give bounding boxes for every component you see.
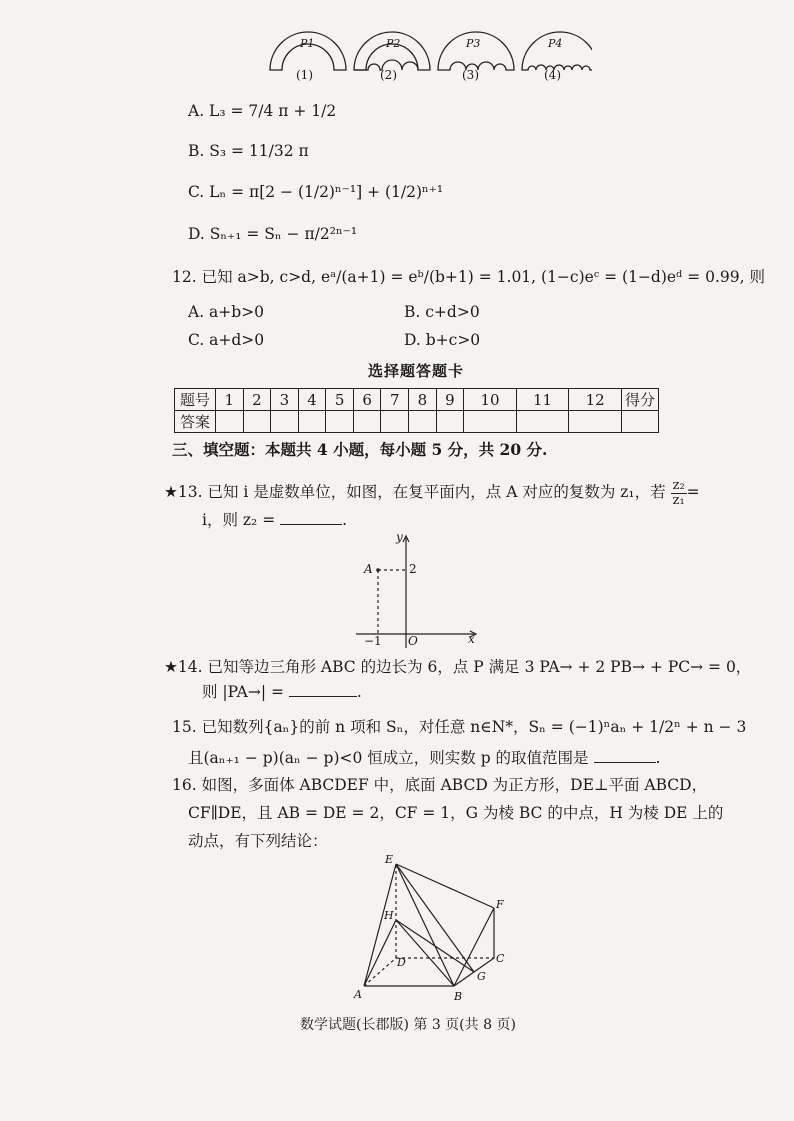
q14-line-2: 则 |PA→| = . bbox=[202, 683, 362, 701]
figure-caption-2: (2) bbox=[380, 68, 397, 82]
answer-card-number: 9 bbox=[436, 389, 464, 411]
solid-label-f: F bbox=[496, 898, 504, 911]
q11-option-b: B. S₃ = 11/32 π bbox=[188, 142, 309, 160]
q13-fraction: $\frac{\text{z₂}}{\text{z₁}}$ bbox=[672, 478, 685, 508]
q11-option-a: A. L₃ = 7/4 π + 1/2 bbox=[188, 102, 337, 120]
graph-x-axis-label: x bbox=[468, 632, 475, 646]
answer-cell[interactable] bbox=[353, 411, 381, 433]
q12-option-c: C. a+d>0 bbox=[188, 331, 265, 349]
q13-line-2: i，则 z₂ = . bbox=[202, 511, 348, 529]
score-cell[interactable] bbox=[622, 411, 659, 433]
page-footer: 数学试题(长郡版) 第 3 页(共 8 页) bbox=[300, 1017, 516, 1033]
graph-point-a-label: A bbox=[364, 562, 373, 576]
answer-cell[interactable] bbox=[326, 411, 354, 433]
answer-cell[interactable] bbox=[409, 411, 437, 433]
answer-cell[interactable] bbox=[216, 411, 244, 433]
answer-cell[interactable] bbox=[436, 411, 464, 433]
answer-card-table bbox=[174, 388, 659, 433]
q16-line-2: CF∥DE，且 AB = DE = 2，CF = 1，G 为棱 BC 的中点，H 为棱 DE 上的 bbox=[188, 804, 724, 822]
section-3-header: 三、填空题：本题共 4 小题，每小题 5 分，共 20 分. bbox=[172, 440, 548, 459]
answer-card-title: 选择题答题卡 bbox=[368, 362, 465, 380]
answer-card-score-label: 得分 bbox=[622, 389, 659, 411]
figure-caption-1: (1) bbox=[296, 68, 313, 82]
q14-line-1: ★14. 已知等边三角形 ABC 的边长为 6，点 P 满足 3 PA→ + 2 PB→ + PC→ = 0， bbox=[164, 658, 752, 676]
answer-card-number: 10 bbox=[464, 389, 517, 411]
q12-option-b: B. c+d>0 bbox=[404, 303, 480, 321]
q16-line-1: 16. 如图，多面体 ABCDEF 中，底面 ABCD 为正方形，DE⊥平面 ABCD， bbox=[172, 776, 708, 794]
answer-cell[interactable] bbox=[516, 411, 569, 433]
q14-answer-blank[interactable] bbox=[289, 696, 357, 697]
region-label-p3: P3 bbox=[466, 37, 481, 50]
solid-label-b: B bbox=[454, 990, 463, 1003]
answer-cell[interactable] bbox=[464, 411, 517, 433]
answer-card-row-label-number: 题号 bbox=[175, 389, 216, 411]
q15-line-1: 15. 已知数列{aₙ}的前 n 项和 Sₙ，对任意 n∈N*，Sₙ = (−1)ⁿaₙ + 1/2ⁿ + n − 3 bbox=[172, 718, 747, 736]
answer-card-number: 4 bbox=[298, 389, 326, 411]
answer-card-number: 12 bbox=[569, 389, 622, 411]
answer-card-number: 3 bbox=[271, 389, 299, 411]
q12-option-d: D. b+c>0 bbox=[404, 331, 481, 349]
answer-card-number: 11 bbox=[516, 389, 569, 411]
solid-label-h: H bbox=[384, 909, 394, 922]
region-label-p4: P4 bbox=[548, 37, 563, 50]
answer-card-number: 7 bbox=[381, 389, 409, 411]
q15-line-2: 且(aₙ₊₁ − p)(aₙ − p)<0 恒成立，则实数 p 的取值范围是 . bbox=[188, 749, 661, 767]
star-icon: ★ bbox=[164, 483, 178, 502]
region-label-p1: P1 bbox=[300, 37, 315, 50]
figure-caption-3: (3) bbox=[462, 68, 479, 82]
solid-label-c: C bbox=[496, 952, 505, 965]
answer-cell[interactable] bbox=[271, 411, 299, 433]
q11-option-c: C. Lₙ = π[2 − (1/2)ⁿ⁻¹] + (1/2)ⁿ⁺¹ bbox=[188, 183, 444, 201]
q13-answer-blank[interactable] bbox=[280, 524, 342, 525]
answer-cell[interactable] bbox=[243, 411, 271, 433]
q11-option-d: D. Sₙ₊₁ = Sₙ − π/2²ⁿ⁻¹ bbox=[188, 225, 358, 243]
answer-card-number: 5 bbox=[326, 389, 354, 411]
answer-card-number: 2 bbox=[243, 389, 271, 411]
figure-caption-4: (4) bbox=[544, 68, 561, 82]
q12-option-a: A. a+b>0 bbox=[188, 303, 265, 321]
q13-text: 13. 已知 i 是虚数单位，如图，在复平面内，点 A 对应的复数为 z₁，若 bbox=[177, 483, 666, 502]
solid-label-d: D bbox=[397, 956, 406, 969]
answer-cell[interactable] bbox=[569, 411, 622, 433]
answer-card-number: 1 bbox=[216, 389, 244, 411]
answer-card-row-label-answer: 答案 bbox=[175, 411, 216, 433]
q13-line-1: ★13. 已知 i 是虚数单位，如图，在复平面内，点 A 对应的复数为 z₁，若 $\frac{\text{z₂}}{\text{z₁}}$ = bbox=[164, 478, 700, 508]
solid-label-a: A bbox=[354, 988, 362, 1001]
graph-origin-label: O bbox=[408, 634, 418, 648]
answer-card-number: 8 bbox=[409, 389, 437, 411]
answer-cell[interactable] bbox=[298, 411, 326, 433]
q15-answer-blank[interactable] bbox=[594, 762, 656, 763]
q12-stem: 12. 已知 a>b, c>d, eᵃ/(a+1) = eᵇ/(b+1) = 1.01, (1−c)eᶜ = (1−d)eᵈ = 0.99, 则 bbox=[172, 268, 765, 286]
solid-label-e: E bbox=[385, 853, 394, 866]
answer-cell[interactable] bbox=[381, 411, 409, 433]
polyhedron-figure bbox=[340, 850, 530, 1000]
region-label-p2: P2 bbox=[386, 37, 401, 50]
graph-y-tick-label: 2 bbox=[409, 562, 417, 576]
graph-y-axis-label: y bbox=[396, 530, 403, 544]
answer-card-number: 6 bbox=[353, 389, 381, 411]
graph-x-tick-label: −1 bbox=[364, 634, 382, 648]
solid-label-g: G bbox=[477, 970, 486, 983]
q16-line-3: 动点，有下列结论： bbox=[188, 832, 328, 850]
star-icon: ★ bbox=[164, 658, 178, 676]
